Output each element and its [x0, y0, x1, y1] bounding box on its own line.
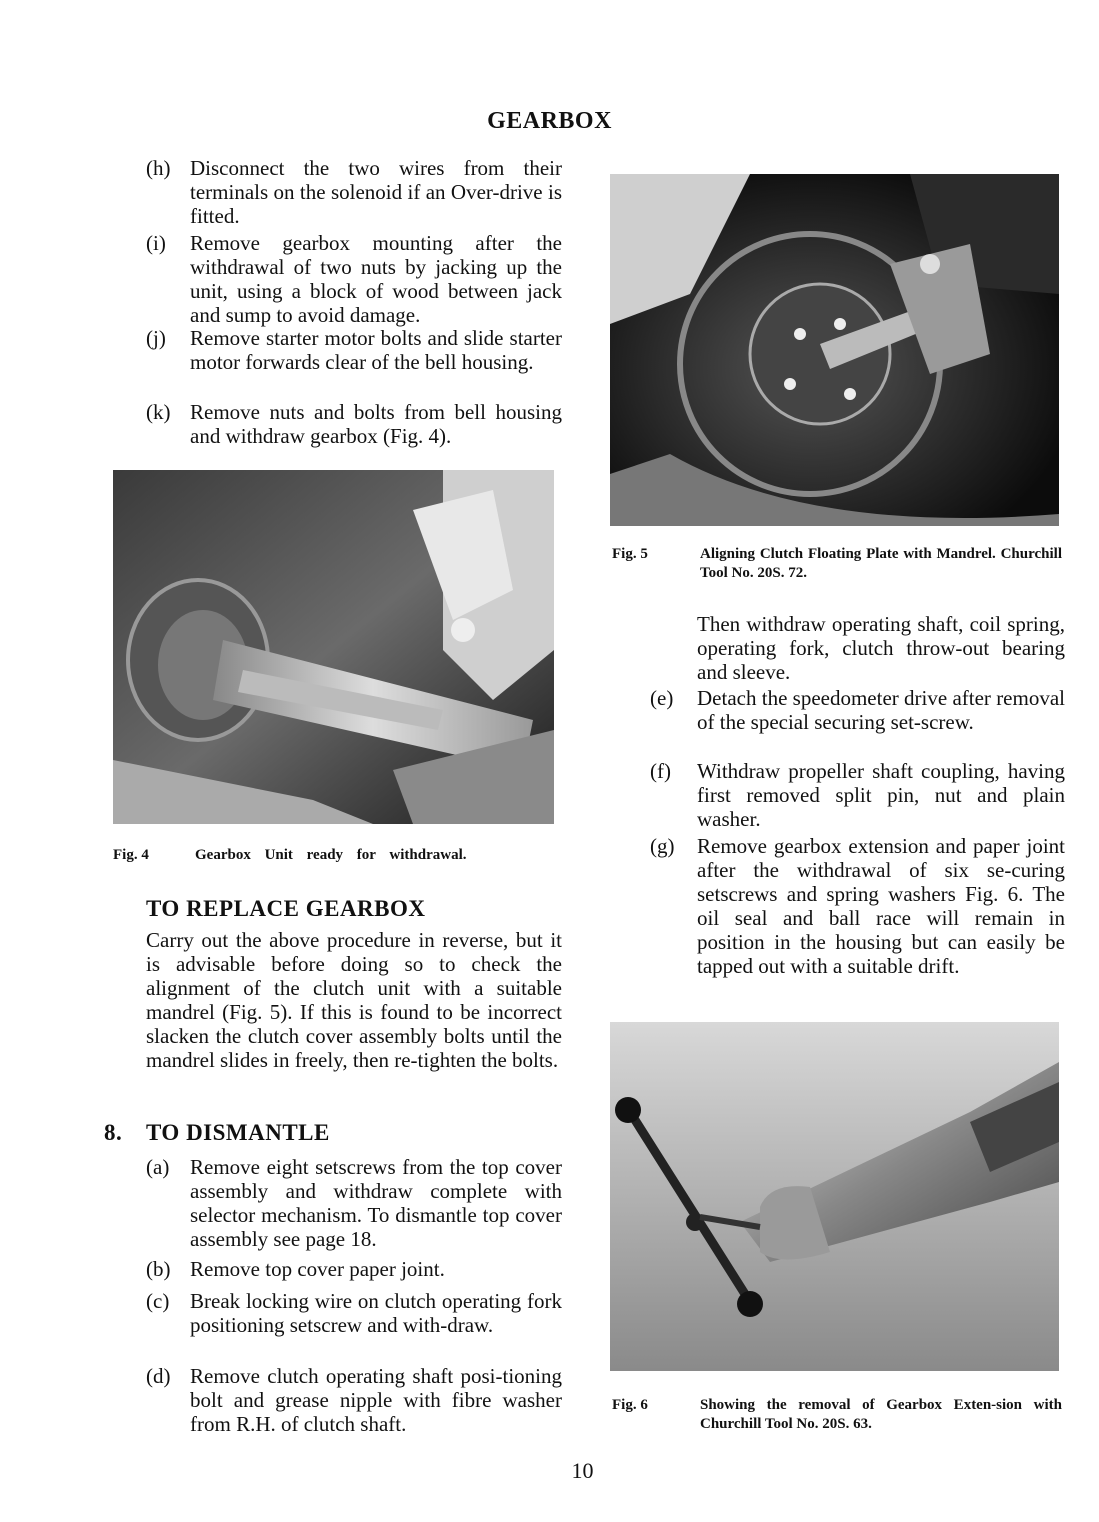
item-text: Break locking wire on clutch operating fork positioning setscrew and with-draw. — [190, 1289, 562, 1337]
caption-text: Aligning Clutch Floating Plate with Mandrel. Churchill Tool No. 20S. 72. — [700, 546, 1062, 581]
list-item — [146, 400, 562, 448]
item-label: (a) — [146, 1155, 170, 1179]
list-item — [146, 1289, 562, 1361]
figure-number: Fig. 4 — [113, 847, 149, 863]
list-item — [146, 1155, 562, 1251]
fig6-caption — [612, 1396, 1062, 1436]
item-text: Disconnect the two wires from their terminals on the solenoid if an Over-drive is fitted. — [190, 156, 562, 228]
item-label: (i) — [146, 231, 166, 255]
item-label: (g) — [650, 834, 675, 858]
list-item — [146, 231, 562, 327]
figure-number: Fig. 6 — [612, 1397, 648, 1413]
item-text: Remove starter motor bolts and slide starter motor forwards clear of the bell housing. — [190, 326, 562, 374]
item-label: (h) — [146, 156, 171, 180]
fig6-photo — [610, 1022, 1059, 1371]
item-text: Remove eight setscrews from the top cover assembly and withdraw complete with selector mechanism. To dismantle top cover assembly see page 18. — [190, 1155, 562, 1251]
section-number: 8. — [104, 1120, 123, 1145]
fig4-photo — [113, 470, 554, 824]
item-label: (c) — [146, 1289, 170, 1313]
fig4-caption — [113, 846, 558, 868]
figure-number: Fig. 5 — [612, 546, 648, 562]
caption-text: Showing the removal of Gearbox Exten-sion with Churchill Tool No. 20S. 63. — [700, 1397, 1062, 1432]
page-number: 10 — [571, 1458, 594, 1483]
list-item — [146, 1364, 562, 1436]
item-label: (e) — [650, 686, 674, 710]
item-text: Remove gearbox mounting after the withdrawal of two nuts by jacking up the unit, using a block of wood between jack and sump to avoid damage. — [190, 231, 562, 327]
list-item — [650, 759, 1065, 831]
item-text: Remove nuts and bolts from bell housing and withdraw gearbox (Fig. 4). — [190, 400, 562, 448]
item-label: (d) — [146, 1364, 171, 1388]
page-title: GEARBOX — [487, 108, 612, 134]
fig5-caption — [612, 545, 1062, 585]
item-label: (f) — [650, 759, 671, 783]
list-item — [650, 686, 1065, 758]
item-label: (k) — [146, 400, 171, 424]
item-text: Withdraw propeller shaft coupling, having first removed split pin, nut and plain washer. — [697, 759, 1065, 831]
list-item — [146, 326, 562, 398]
fig5-photo — [610, 174, 1059, 526]
list-item — [146, 156, 562, 228]
replace-paragraph: Carry out the above procedure in reverse, but it is advisable before doing so to check the alignment of the clutch unit with a suitable mandrel (Fig. 5). If this is found to be incorrect slacken the clutch cover assembly bolts until the mandrel slides in freely, then re-tighten the bolts. — [146, 928, 562, 1072]
item-text: Remove top cover paper joint. — [190, 1257, 445, 1281]
item-text: Detach the speedometer drive after removal of the special securing set-screw. — [697, 686, 1065, 734]
caption-text: Gearbox Unit ready for withdrawal. — [195, 847, 467, 863]
list-item — [146, 1257, 562, 1281]
item-text: Remove gearbox extension and paper joint after the withdrawal of six se-curing setscrews and spring washers Fig. 6. The oil seal and ball race will remain in position in the housing but can easily be tapped out with a suitable drift. — [697, 834, 1065, 978]
item-label: (j) — [146, 326, 166, 350]
continuation-paragraph: Then withdraw operating shaft, coil spring, operating fork, clutch throw-out bearing and sleeve. — [697, 612, 1065, 684]
section-heading: TO REPLACE GEARBOX — [146, 896, 426, 921]
item-label: (b) — [146, 1257, 171, 1281]
section-heading: TO DISMANTLE — [146, 1120, 330, 1145]
list-item — [650, 834, 1065, 1002]
item-text: Remove clutch operating shaft posi-tioning bolt and grease nipple with fibre washer from R.H. of clutch shaft. — [190, 1364, 562, 1436]
